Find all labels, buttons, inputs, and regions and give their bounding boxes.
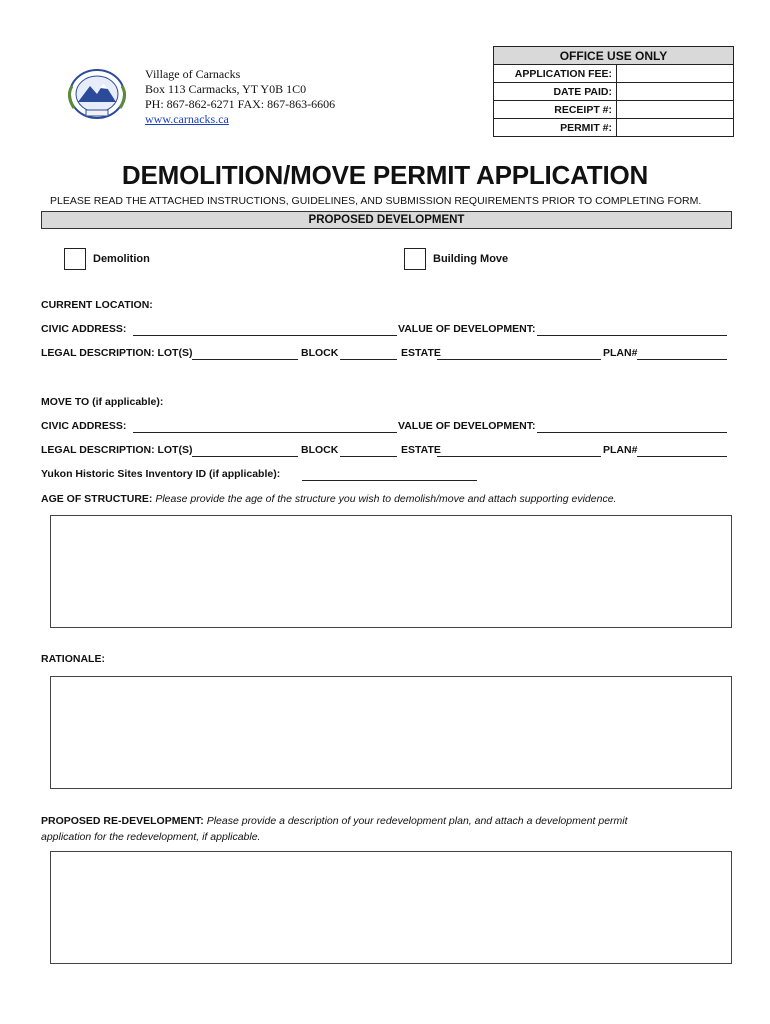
instructions-note: PLEASE READ THE ATTACHED INSTRUCTIONS, GUIDELINES, AND SUBMISSION REQUIREMENTS PRIOR TO COMPLETING FORM. [50,195,702,207]
current-location-heading: CURRENT LOCATION: [41,299,153,311]
village-logo [64,66,130,122]
civic-address-label: CIVIC ADDRESS: [41,323,127,335]
move-to-heading: MOVE TO (if applicable): [41,396,164,408]
office-use-table [493,46,734,137]
village-name: Village of Carnacks [145,67,241,81]
date-paid-label: DATE PAID: [494,83,617,101]
plan-field[interactable] [637,347,727,360]
rationale-textarea[interactable] [50,676,732,789]
office-use-header: OFFICE USE ONLY [494,47,734,65]
application-fee-label: APPLICATION FEE: [494,65,617,83]
proposed-development-header: PROPOSED DEVELOPMENT [41,211,732,229]
demolition-checkbox[interactable] [64,248,86,270]
date-paid-field[interactable] [617,83,734,101]
age-of-structure-prompt [41,491,616,507]
application-fee-field[interactable] [617,65,734,83]
building-move-label: Building Move [433,253,509,265]
move-lot-field[interactable] [192,444,298,457]
age-of-structure-textarea[interactable] [50,515,732,628]
move-legal-description-label: LEGAL DESCRIPTION: LOT(S) [41,444,193,456]
website-link[interactable]: www.carnacks.ca [145,112,229,126]
village-address-block [145,67,335,127]
permit-field[interactable] [617,119,734,137]
receipt-label: RECEIPT #: [494,101,617,119]
legal-description-label: LEGAL DESCRIPTION: LOT(S) [41,347,193,359]
yukon-inventory-label: Yukon Historic Sites Inventory ID (if applicable): [41,468,281,480]
permit-label: PERMIT #: [494,119,617,137]
civic-address-field[interactable] [133,323,397,336]
redevelopment-prompt [41,813,731,845]
age-of-structure-label: AGE OF STRUCTURE: [41,493,153,505]
yukon-inventory-field[interactable] [302,468,477,481]
lot-field[interactable] [192,347,298,360]
block-label: BLOCK [301,347,339,359]
block-field[interactable] [340,347,397,360]
move-value-label: VALUE OF DEVELOPMENT: [398,420,536,432]
move-plan-field[interactable] [637,444,727,457]
village-phone-fax: PH: 867-862-6271 FAX: 867-863-6606 [145,97,336,111]
village-address: Box 113 Carmacks, YT Y0B 1C0 [145,82,307,96]
move-civic-address-field[interactable] [133,420,397,433]
value-label: VALUE OF DEVELOPMENT: [398,323,536,335]
demolition-label: Demolition [93,253,150,265]
redevelopment-label: PROPOSED RE-DEVELOPMENT: [41,815,204,827]
value-field[interactable] [537,323,727,336]
move-estate-label: ESTATE [401,444,441,456]
rationale-label: RATIONALE: [41,653,105,665]
move-civic-address-label: CIVIC ADDRESS: [41,420,127,432]
receipt-field[interactable] [617,101,734,119]
estate-label: ESTATE [401,347,441,359]
redevelopment-textarea[interactable] [50,851,732,964]
move-estate-field[interactable] [437,444,601,457]
building-move-checkbox[interactable] [404,248,426,270]
age-of-structure-instructions: Please provide the age of the structure you wish to demolish/move and attach supporting evidence. [155,493,617,505]
redevelopment-instructions-line2: application for the redevelopment, if applicable. [41,831,261,843]
estate-field[interactable] [437,347,601,360]
move-value-field[interactable] [537,420,727,433]
move-block-label: BLOCK [301,444,339,456]
move-block-field[interactable] [340,444,397,457]
plan-label: PLAN# [603,347,638,359]
page-title: DEMOLITION/MOVE PERMIT APPLICATION [121,160,649,190]
redevelopment-instructions-line1: Please provide a description of your redevelopment plan, and attach a development permit [206,815,628,827]
move-plan-label: PLAN# [603,444,638,456]
